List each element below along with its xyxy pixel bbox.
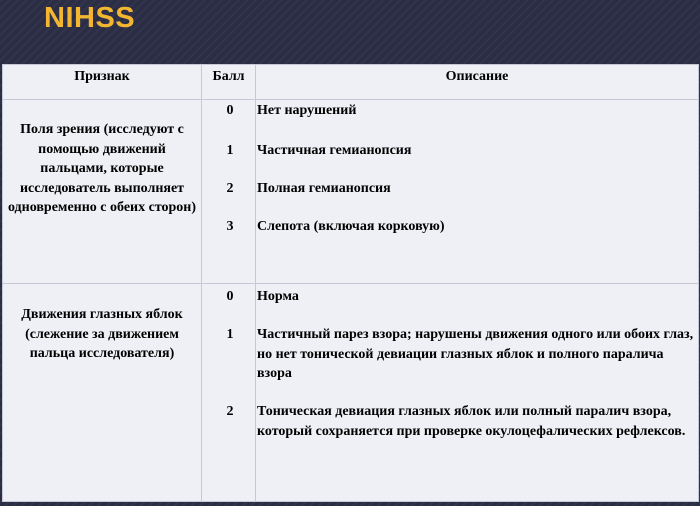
header-score: Балл bbox=[212, 69, 245, 84]
row-description: Нет нарушений bbox=[257, 103, 357, 118]
row-sign-visual-fields: Поля зрения (исследуют с помощью движений пальцами, которые исследователь выполняет одновременно с обеих сторон) bbox=[7, 122, 197, 215]
row-score: 2 bbox=[226, 404, 234, 419]
row-score: 1 bbox=[226, 327, 234, 342]
page-title: NIHSS bbox=[44, 2, 136, 34]
header-description: Описание bbox=[445, 69, 509, 84]
row-description: Полная гемианопсия bbox=[257, 181, 391, 196]
row-score: 2 bbox=[226, 181, 234, 196]
nihss-table bbox=[2, 64, 699, 502]
row-score: 3 bbox=[226, 219, 234, 234]
row-score: 1 bbox=[226, 143, 234, 158]
row-score: 0 bbox=[226, 289, 234, 304]
row-description: Слепота (включая корковую) bbox=[257, 219, 445, 234]
row-description: Частичный парез взора; нарушены движения одного или обоих глаз, но нет тонической девиации глазных яблок и полного паралича взора bbox=[257, 327, 694, 381]
row-sign-eye-movements: Движения глазных яблок (слежение за движением пальца исследователя) bbox=[21, 307, 183, 361]
header-sign: Признак bbox=[74, 69, 130, 84]
row-description: Норма bbox=[257, 289, 299, 304]
header-divider bbox=[3, 99, 698, 100]
row-description: Тоническая девиация глазных яблок или полный паралич взора, который сохраняется при проверке окулоцефалических рефлексов. bbox=[257, 404, 686, 439]
row-description: Частичная гемианопсия bbox=[257, 143, 412, 158]
row-score: 0 bbox=[226, 103, 234, 118]
row-divider bbox=[3, 283, 698, 284]
